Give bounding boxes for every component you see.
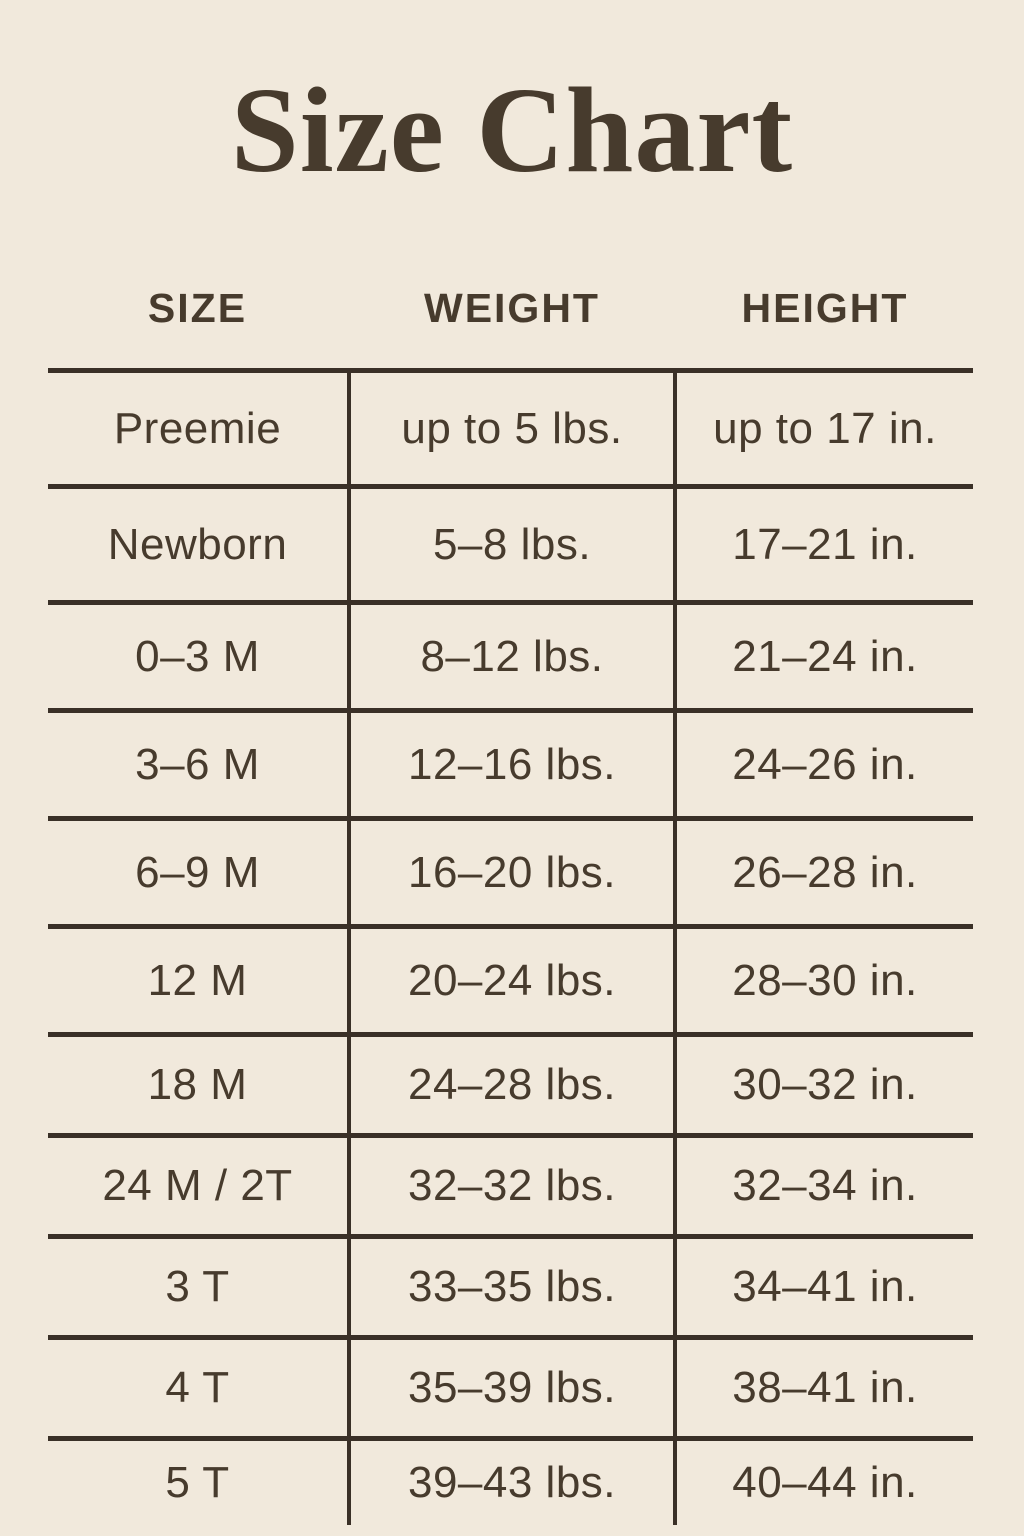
- height-cell: 32–34 in.: [732, 1161, 918, 1210]
- weight-cell: 33–35 lbs.: [347, 1239, 677, 1335]
- height-cell: 17–21 in.: [732, 519, 918, 569]
- size-cell: Newborn: [107, 519, 288, 569]
- size-cell: 4 T: [165, 1363, 230, 1412]
- table-row: [48, 708, 973, 816]
- weight-cell: up to 5 lbs.: [347, 373, 677, 484]
- height-cell: up to 17 in.: [713, 403, 937, 453]
- column-header-size: SIZE: [147, 284, 248, 331]
- size-table: [48, 368, 973, 1525]
- weight-cell: 12–16 lbs.: [347, 713, 677, 816]
- table-row: [48, 1133, 973, 1234]
- weight-cell: 35–39 lbs.: [347, 1340, 677, 1436]
- table-row: [48, 484, 973, 600]
- weight-cell: 16–20 lbs.: [347, 821, 677, 924]
- size-cell: 6–9 M: [135, 847, 260, 897]
- table-row: [48, 924, 973, 1032]
- size-cell: Preemie: [113, 403, 282, 453]
- weight-cell: 5–8 lbs.: [347, 489, 677, 600]
- size-cell: 5 T: [165, 1458, 230, 1507]
- table-row: [48, 1234, 973, 1335]
- height-cell: 40–44 in.: [732, 1458, 918, 1507]
- height-cell: 38–41 in.: [732, 1363, 918, 1412]
- table-row: [48, 373, 973, 484]
- table-row: [48, 1032, 973, 1133]
- height-cell: 26–28 in.: [732, 847, 918, 897]
- height-cell: 21–24 in.: [732, 631, 918, 681]
- size-cell: 12 M: [147, 955, 248, 1005]
- size-cell: 18 M: [147, 1060, 248, 1109]
- column-header-height: HEIGHT: [741, 284, 909, 331]
- height-cell: 34–41 in.: [732, 1262, 918, 1311]
- weight-cell: 20–24 lbs.: [347, 929, 677, 1032]
- weight-cell: 32–32 lbs.: [347, 1138, 677, 1234]
- height-cell: 24–26 in.: [732, 739, 918, 789]
- height-cell: 30–32 in.: [732, 1060, 918, 1109]
- weight-cell: 39–43 lbs.: [347, 1441, 677, 1525]
- column-header-weight: WEIGHT: [424, 284, 600, 331]
- size-cell: 0–3 M: [135, 631, 260, 681]
- page-title: Size Chart: [230, 63, 794, 198]
- table-row: [48, 600, 973, 708]
- table-header-row: [48, 278, 973, 338]
- weight-cell: 24–28 lbs.: [347, 1037, 677, 1133]
- table-row: [48, 1335, 973, 1436]
- height-cell: 28–30 in.: [732, 955, 918, 1005]
- table-row: [48, 1436, 973, 1525]
- weight-cell: 8–12 lbs.: [347, 605, 677, 708]
- size-cell: 3–6 M: [135, 739, 260, 789]
- table-row: [48, 816, 973, 924]
- size-cell: 24 M / 2T: [102, 1161, 293, 1210]
- size-cell: 3 T: [165, 1262, 230, 1311]
